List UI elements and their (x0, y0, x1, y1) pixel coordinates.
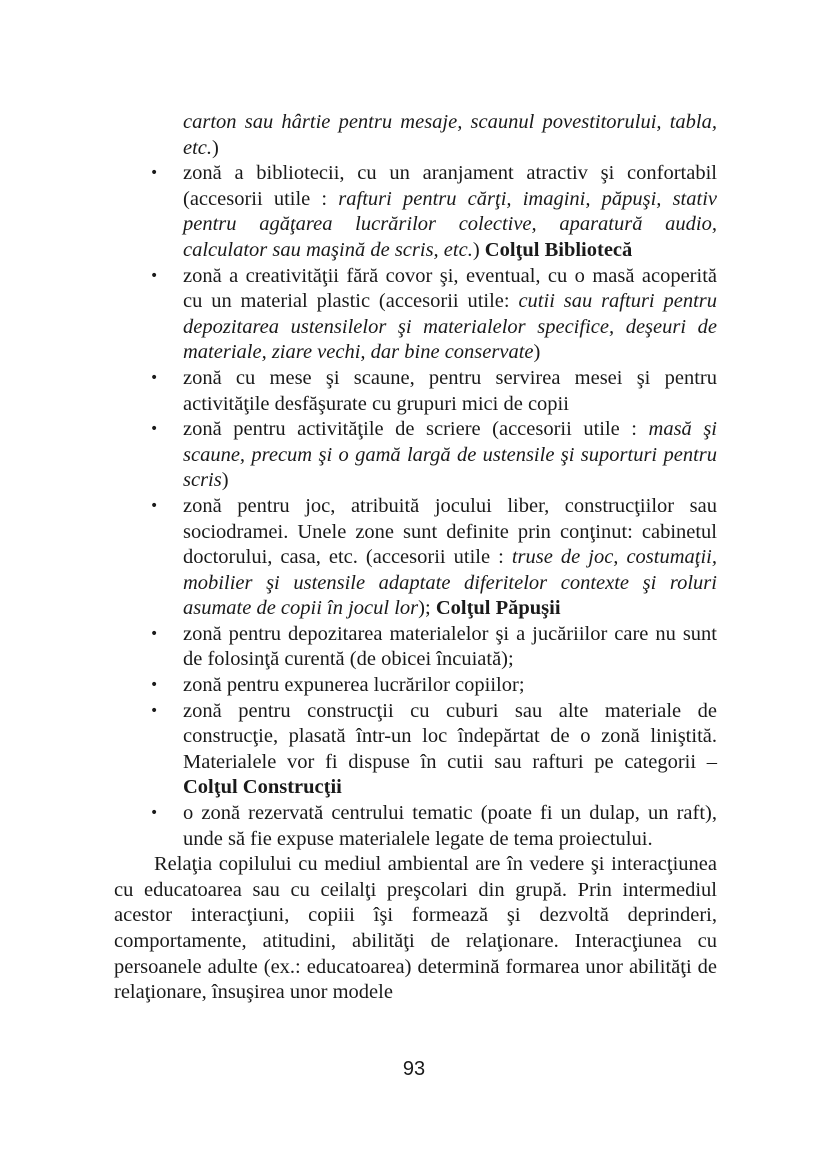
list-item (114, 161, 717, 263)
item-text: zonă cu mese şi scaune, pentru servirea mesei şi pentru activităţile desfăşurate cu grupuri mici de copii (183, 366, 717, 415)
item-text: zonă a creativităţii fără covor şi, eventual, cu o masă acoperită cu un material plastic (accesorii utile: (183, 264, 717, 313)
list-item (114, 264, 717, 366)
bullet-icon: • (150, 497, 159, 514)
bullet-icon: • (150, 421, 159, 438)
bullet-icon: • (150, 702, 159, 719)
list-item (114, 622, 717, 673)
item-bold-label: Colţul Construcţii (183, 776, 342, 799)
item-text: o zonă rezervată centrului tematic (poate fi un dulap, un raft), unde să fie expuse materialele legate de tema proiectului. (183, 802, 717, 850)
item-tail: ) (533, 341, 541, 364)
list-item (114, 699, 717, 801)
item-tail: ) (472, 238, 485, 261)
item-tail: ) (221, 469, 229, 492)
list-item (114, 494, 717, 622)
bullet-icon: • (150, 805, 159, 822)
page-content (114, 110, 717, 1006)
bullet-icon: • (150, 369, 159, 386)
bullet-icon: • (150, 267, 159, 284)
item-tail: ); (418, 597, 436, 620)
list-item (114, 673, 717, 699)
item-bold-label: Colţul Păpuşii (435, 597, 561, 620)
item-text: zonă a bibliotecii, cu un aranjament atractiv şi confortabil (accesorii utile : (183, 162, 717, 210)
continued-item-text: carton sau hârtie pentru mesaje, scaunul povestitorului, tabla, etc.) (183, 111, 717, 159)
zones-list (114, 161, 717, 852)
bullet-icon: • (150, 165, 159, 182)
bullet-icon: • (150, 625, 159, 642)
item-italic: masă şi scaune, precum şi o gamă largă de ustensile şi suporturi pentru scris (183, 418, 717, 492)
body-paragraph: Relaţia copilului cu mediul ambiental are în vedere şi interacţiunea cu educatoarea sau cu ceilalţi preşcolari din grupă. Prin intermediul acestor interacţiuni, copiii îşi formează şi dezvoltă deprinderi, comportamente, atitudini, abilităţi de relaţionare. Interacţiunea cu persoanele adulte (ex.: educatoarea) determină formarea unor abilităţi de relaţionare, însuşirea unor modele (114, 853, 717, 1004)
list-item (114, 801, 717, 852)
item-text: zonă pentru expunerea lucrărilor copiilor; (183, 674, 525, 697)
item-text: zonă pentru depozitarea materialelor şi a jucăriilor care nu sunt de folosinţă curentă (de obicei încuiată); (183, 622, 717, 671)
item-text: zonă pentru activităţile de scriere (accesorii utile : (183, 418, 649, 441)
item-italic: cutii sau rafturi pentru depozitarea ustensilelor şi materialelor specifice, deşeuri de materiale, ziare vechi, dar bine conservate (183, 290, 717, 364)
item-text: zonă pentru construcţii cu cuburi sau alte materiale de construcţie, plasată într-un loc îndepărtat de o zonă liniştită. Materialele vor fi dispuse în cutii sau rafturi pe categorii – (183, 699, 717, 773)
bullet-icon: • (150, 677, 159, 694)
item-bold-label: Colţul Bibliotecă (484, 238, 633, 261)
item-text: zonă pentru joc, atribuită jocului liber, construcţiilor sau sociodramei. Unele zone sunt definite prin conţinut: cabinetul doctorului, casa, etc. (accesorii utile : (183, 494, 717, 569)
list-item (114, 417, 717, 494)
continued-item-italic: carton sau hârtie pentru mesaje, scaunul povestitorului, tabla, etc. (183, 111, 717, 159)
page-number: 93 (402, 1058, 426, 1080)
list-item (114, 366, 717, 417)
item-italic: truse de joc, costumaţii, mobilier şi ustensile adaptate diferitelor contexte şi roluri asumate de copii în jocul lor (183, 546, 717, 620)
item-italic: rafturi pentru cărţi, imagini, păpuşi, stativ pentru agăţarea lucrărilor colective, aparatură audio, calculator sau maşină de scris, etc. (183, 187, 717, 261)
